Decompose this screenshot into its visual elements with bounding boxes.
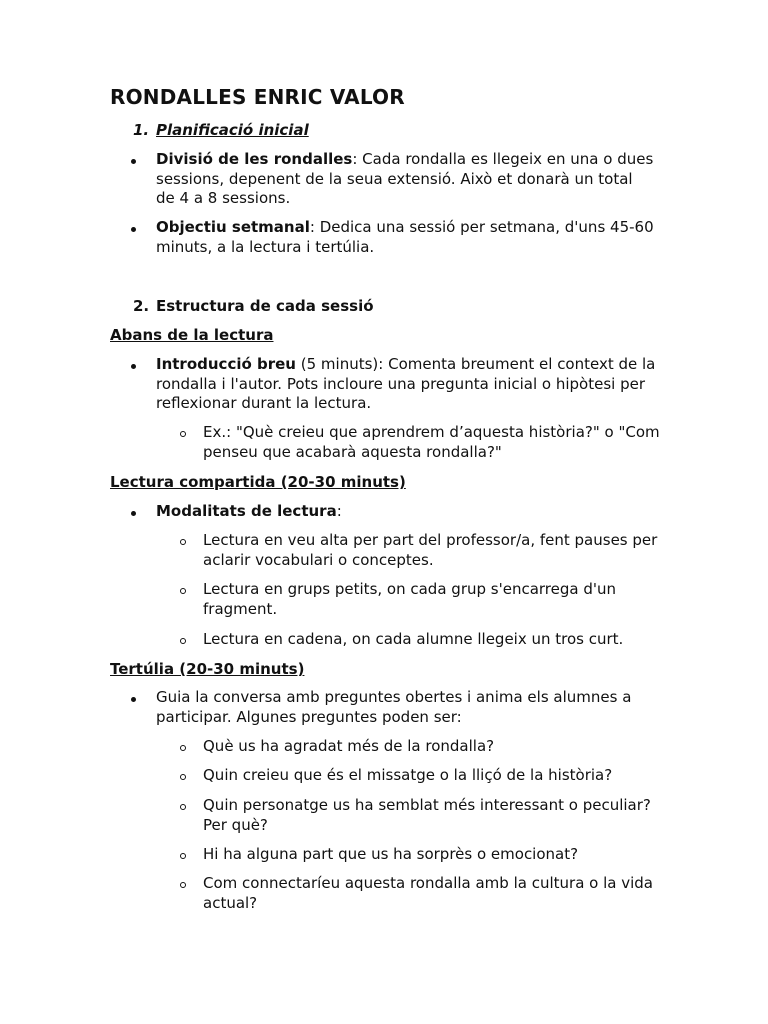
sub-list-item: Quin personatge us ha semblat més interessant o peculiar? Per què? bbox=[203, 796, 651, 834]
sub-list-item: Lectura en veu alta per part del professor/a, fent pauses per aclarir vocabulari o conceptes. bbox=[203, 531, 658, 569]
item-text: : bbox=[336, 502, 342, 520]
item-text: (5 minuts): Comenta breument el context de la rondalla i l'autor. Pots incloure una pregunta inicial o hipòtesi per reflexionar durant la lectura. bbox=[156, 355, 656, 412]
bullet-icon bbox=[131, 159, 136, 164]
bullet-icon bbox=[131, 364, 136, 369]
circle-bullet-icon bbox=[180, 539, 186, 545]
bullet-icon bbox=[131, 227, 136, 232]
sub-list-item: Ex.: "Què creieu que aprendrem d’aquesta història?" o "Com penseu que acabarà aquesta rondalla?" bbox=[203, 423, 660, 461]
section-2-number: 2. bbox=[133, 297, 150, 315]
circle-bullet-icon bbox=[180, 804, 186, 810]
section-2-heading bbox=[133, 296, 374, 316]
bullet-icon bbox=[131, 511, 136, 516]
document-title: RONDALLES ENRIC VALOR bbox=[110, 85, 405, 109]
list-item: Guia la conversa amb preguntes obertes i anima els alumnes a participar. Algunes preguntes poden ser: bbox=[156, 688, 632, 726]
circle-bullet-icon bbox=[180, 588, 186, 594]
sub-list-item: Quin creieu que és el missatge o la lliçó de la història? bbox=[203, 766, 613, 784]
sub-list-item: Lectura en cadena, on cada alumne llegeix un tros curt. bbox=[203, 630, 624, 648]
item-bold: Divisió de les rondalles bbox=[156, 150, 353, 168]
sub-list-item: Hi ha alguna part que us ha sorprès o emocionat? bbox=[203, 845, 579, 863]
sub-list-item: Què us ha agradat més de la rondalla? bbox=[203, 737, 495, 755]
circle-bullet-icon bbox=[180, 745, 186, 751]
circle-bullet-icon bbox=[180, 638, 186, 644]
list-item bbox=[156, 150, 656, 209]
list-item bbox=[156, 502, 656, 522]
item-text: : Dedica una sessió per setmana, d'uns 45-60 minuts, a la lectura i tertúlia. bbox=[156, 218, 654, 256]
subheading-lectura: Lectura compartida (20-30 minuts) bbox=[110, 473, 406, 491]
item-text: : Cada rondalla es llegeix en una o dues sessions, depenent de la seua extensió. Això et donarà un total de 4 a 8 sessions. bbox=[156, 150, 654, 207]
subheading-tertulia: Tertúlia (20-30 minuts) bbox=[110, 660, 305, 678]
circle-bullet-icon bbox=[180, 431, 186, 437]
section-1-title: Planificació inicial bbox=[156, 121, 309, 139]
item-bold: Objectiu setmanal bbox=[156, 218, 310, 236]
section-1-number: 1. bbox=[133, 121, 150, 139]
sub-list-item: Com connectaríeu aquesta rondalla amb la cultura o la vida actual? bbox=[203, 874, 653, 912]
section-2-title: Estructura de cada sessió bbox=[156, 297, 374, 315]
sub-list-item: Lectura en grups petits, on cada grup s'encarrega d'un fragment. bbox=[203, 580, 616, 618]
item-bold: Modalitats de lectura bbox=[156, 502, 337, 520]
circle-bullet-icon bbox=[180, 853, 186, 859]
item-bold: Introducció breu bbox=[156, 355, 296, 373]
bullet-icon bbox=[131, 697, 136, 702]
list-item bbox=[156, 218, 656, 257]
list-item bbox=[156, 355, 656, 414]
section-1-heading bbox=[133, 120, 309, 140]
subheading-abans: Abans de la lectura bbox=[110, 326, 274, 344]
circle-bullet-icon bbox=[180, 774, 186, 780]
circle-bullet-icon bbox=[180, 882, 186, 888]
